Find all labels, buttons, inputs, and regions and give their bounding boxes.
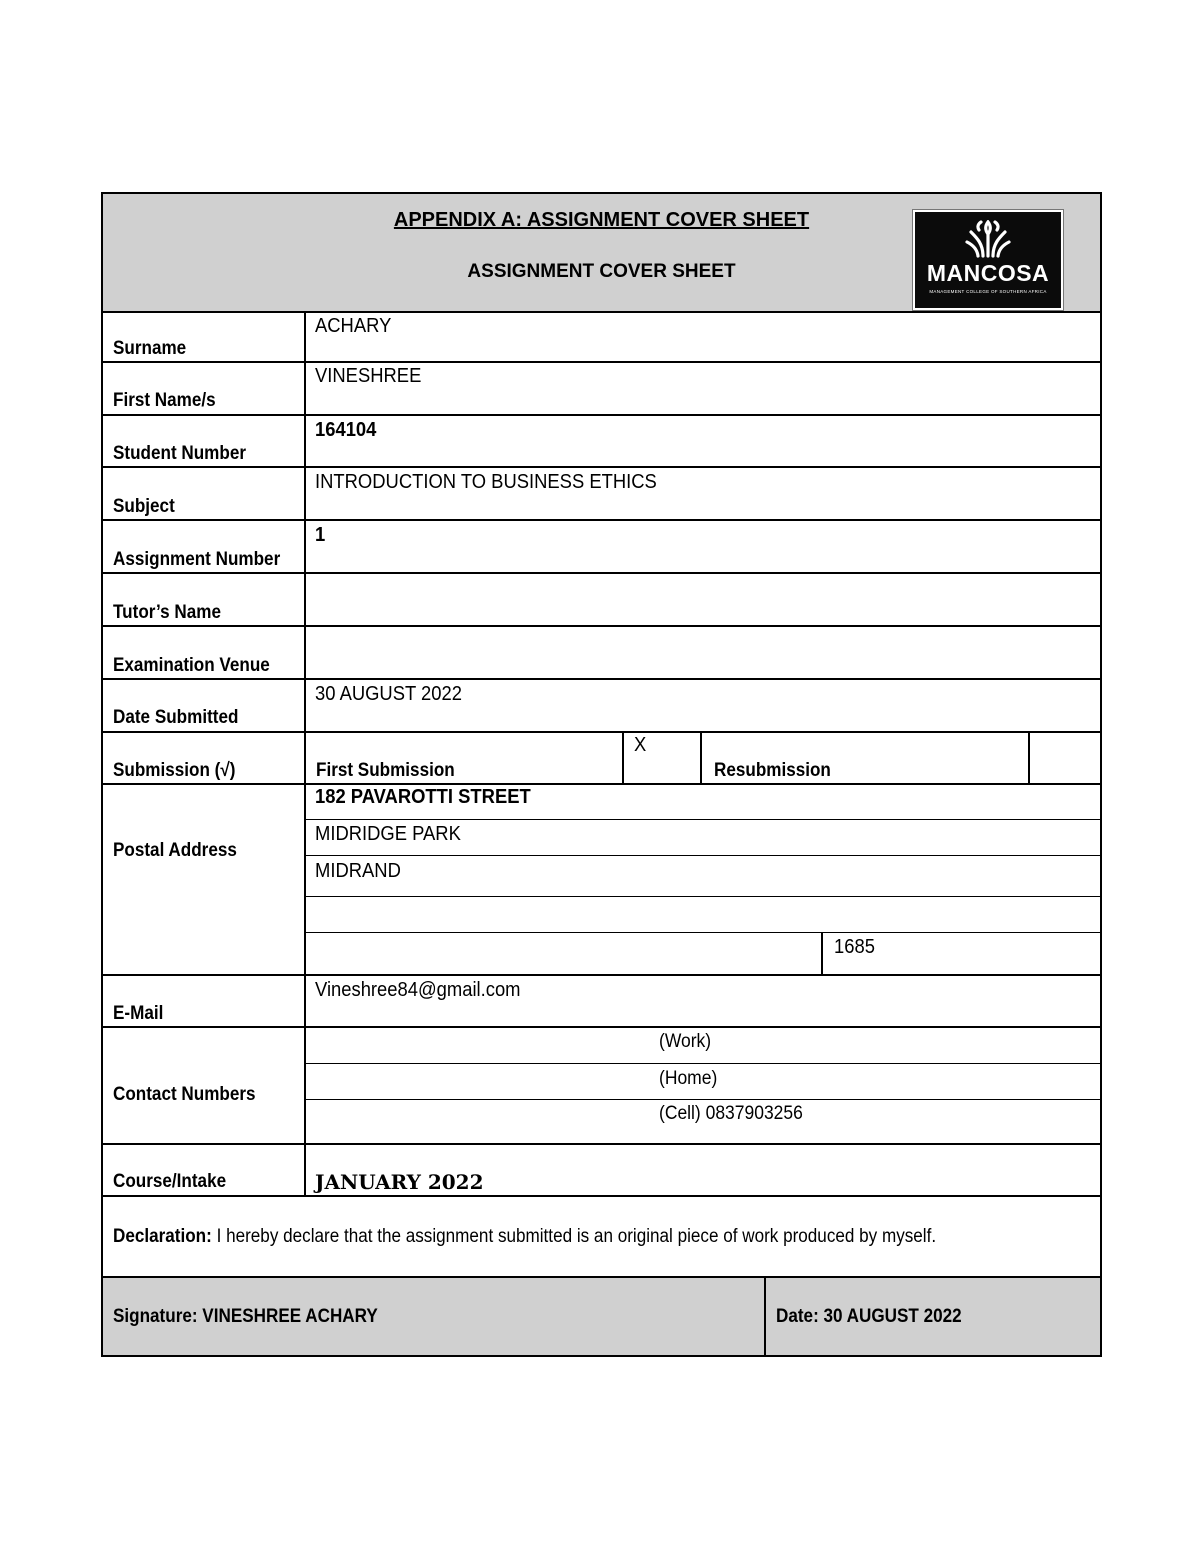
declaration-label: Declaration: [113,1226,212,1247]
tutor-name-label: Tutor’s Name [113,602,222,623]
email-label: E-Mail [113,1003,164,1024]
postal-line-1: 182 PAVAROTTI STREET [315,786,531,808]
surname-value: ACHARY [315,315,392,337]
surname-label: Surname [113,338,187,359]
student-number-label: Student Number [113,443,247,464]
email-value: Vineshree84@gmail.com [315,979,521,1001]
course-intake-value: JANUARY 2022 [315,1170,484,1194]
date-submitted-value: 30 AUGUST 2022 [315,683,462,705]
signature: Signature: VINESHREE ACHARY [113,1306,378,1327]
assignment-number-label: Assignment Number [113,549,281,570]
first-names-value: VINESHREE [315,365,422,387]
logo-subtitle: MANAGEMENT COLLEGE OF SOUTHERN AFRICA [929,289,1047,294]
postal-line-3: MIDRAND [315,860,401,882]
logo-name: MANCOSA [926,260,1050,286]
date-submitted-label: Date Submitted [113,707,239,728]
submission-label: Submission (√) [113,760,236,781]
contact-numbers-label: Contact Numbers [113,1084,256,1105]
exam-venue-label: Examination Venue [113,655,270,676]
page-title: APPENDIX A: ASSIGNMENT COVER SHEET [393,209,810,231]
student-number-value: 164104 [315,419,377,441]
contact-work: (Work) [659,1031,712,1052]
footer-date: Date: 30 AUGUST 2022 [776,1306,962,1327]
cover-sheet [101,192,1102,1357]
first-names-label: First Name/s [113,390,216,411]
course-intake-label: Course/Intake [113,1171,227,1192]
tree-icon [965,220,1011,258]
first-submission-label: First Submission [316,760,455,781]
assignment-number-value: 1 [315,524,326,546]
declaration [113,1226,936,1248]
mancosa-logo [913,210,1063,310]
postal-address-label: Postal Address [113,840,237,861]
contact-cell: (Cell) 0837903256 [659,1103,803,1124]
resubmission-label: Resubmission [714,760,831,781]
page-subtitle: ASSIGNMENT COVER SHEET [467,261,736,282]
subject-label: Subject [113,496,175,517]
contact-home: (Home) [659,1068,718,1089]
declaration-text: I hereby declare that the assignment submitted is an original piece of work produced by myself. [211,1226,937,1247]
subject-value: INTRODUCTION TO BUSINESS ETHICS [315,471,657,493]
postal-line-2: MIDRIDGE PARK [315,823,461,845]
postal-code: 1685 [834,936,875,958]
first-submission-mark: X [634,734,647,756]
